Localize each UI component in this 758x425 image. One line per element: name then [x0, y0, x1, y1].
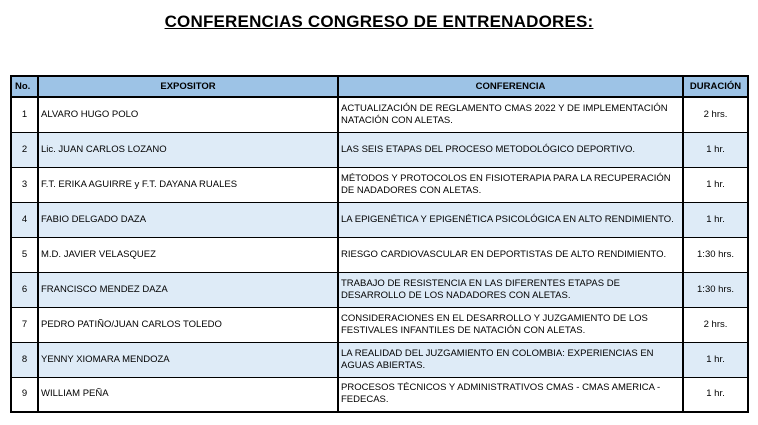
row-duration: 1:30 hrs.: [683, 272, 748, 307]
row-number: 9: [11, 377, 38, 412]
row-duration: 1 hr.: [683, 377, 748, 412]
row-number: 3: [11, 167, 38, 202]
row-speaker: FRANCISCO MENDEZ DAZA: [38, 272, 338, 307]
row-conference: MÉTODOS Y PROTOCOLOS EN FISIOTERAPIA PARA LA RECUPERACIÓN DE NADADORES CON ALETAS.: [338, 167, 683, 202]
row-conference: LAS SEIS ETAPAS DEL PROCESO METODOLÓGICO DEPORTIVO.: [338, 132, 683, 167]
row-speaker: Lic. JUAN CARLOS LOZANO: [38, 132, 338, 167]
row-conference: RIESGO CARDIOVASCULAR EN DEPORTISTAS DE ALTO RENDIMIENTO.: [338, 237, 683, 272]
page-title: CONFERENCIAS CONGRESO DE ENTRENADORES:: [164, 12, 594, 31]
row-speaker: ALVARO HUGO POLO: [38, 97, 338, 132]
row-conference: LA REALIDAD DEL JUZGAMIENTO EN COLOMBIA: EXPERIENCIAS EN AGUAS ABIERTAS.: [338, 342, 683, 377]
conference-table: [10, 75, 749, 413]
row-number: 2: [11, 132, 38, 167]
table-row: [11, 167, 748, 202]
row-number: 5: [11, 237, 38, 272]
row-number: 6: [11, 272, 38, 307]
table-row: [11, 342, 748, 377]
table-body: [11, 97, 748, 412]
row-speaker: YENNY XIOMARA MENDOZA: [38, 342, 338, 377]
table-row: [11, 132, 748, 167]
row-conference: ACTUALIZACIÓN DE REGLAMENTO CMAS 2022 Y DE IMPLEMENTACIÓN NATACIÓN CON ALETAS.: [338, 97, 683, 132]
row-number: 1: [11, 97, 38, 132]
table-row: [11, 307, 748, 342]
row-conference: LA EPIGENÉTICA Y EPIGENÉTICA PSICOLÓGICA EN ALTO RENDIMIENTO.: [338, 202, 683, 237]
row-number: 8: [11, 342, 38, 377]
row-speaker: FABIO DELGADO DAZA: [38, 202, 338, 237]
row-conference: TRABAJO DE RESISTENCIA EN LAS DIFERENTES ETAPAS DE DESARROLLO DE LOS NADADORES CON ALETAS.: [338, 272, 683, 307]
row-speaker: F.T. ERIKA AGUIRRE y F.T. DAYANA RUALES: [38, 167, 338, 202]
table-row: [11, 237, 748, 272]
row-duration: 1:30 hrs.: [683, 237, 748, 272]
row-speaker: WILLIAM PEÑA: [38, 377, 338, 412]
row-duration: 1 hr.: [683, 132, 748, 167]
row-duration: 1 hr.: [683, 167, 748, 202]
header-conference: CONFERENCIA: [338, 76, 683, 97]
row-number: 4: [11, 202, 38, 237]
table-row: [11, 202, 748, 237]
row-duration: 1 hr.: [683, 202, 748, 237]
table-row: [11, 377, 748, 412]
row-speaker: PEDRO PATIÑO/JUAN CARLOS TOLEDO: [38, 307, 338, 342]
row-speaker: M.D. JAVIER VELASQUEZ: [38, 237, 338, 272]
row-duration: 2 hrs.: [683, 307, 748, 342]
table-row: [11, 97, 748, 132]
header-duration: DURACIÓN: [683, 76, 748, 97]
table-header: [11, 76, 748, 97]
row-duration: 2 hrs.: [683, 97, 748, 132]
table-row: [11, 272, 748, 307]
row-conference: PROCESOS TÉCNICOS Y ADMINISTRATIVOS CMAS - CMAS AMERICA - FEDECAS.: [338, 377, 683, 412]
row-number: 7: [11, 307, 38, 342]
row-conference: CONSIDERACIONES EN EL DESARROLLO Y JUZGAMIENTO DE LOS FESTIVALES INFANTILES DE NATACIÓN CON ALETAS.: [338, 307, 683, 342]
row-duration: 1 hr.: [683, 342, 748, 377]
header-no: No.: [11, 76, 38, 97]
header-speaker: EXPOSITOR: [38, 76, 338, 97]
